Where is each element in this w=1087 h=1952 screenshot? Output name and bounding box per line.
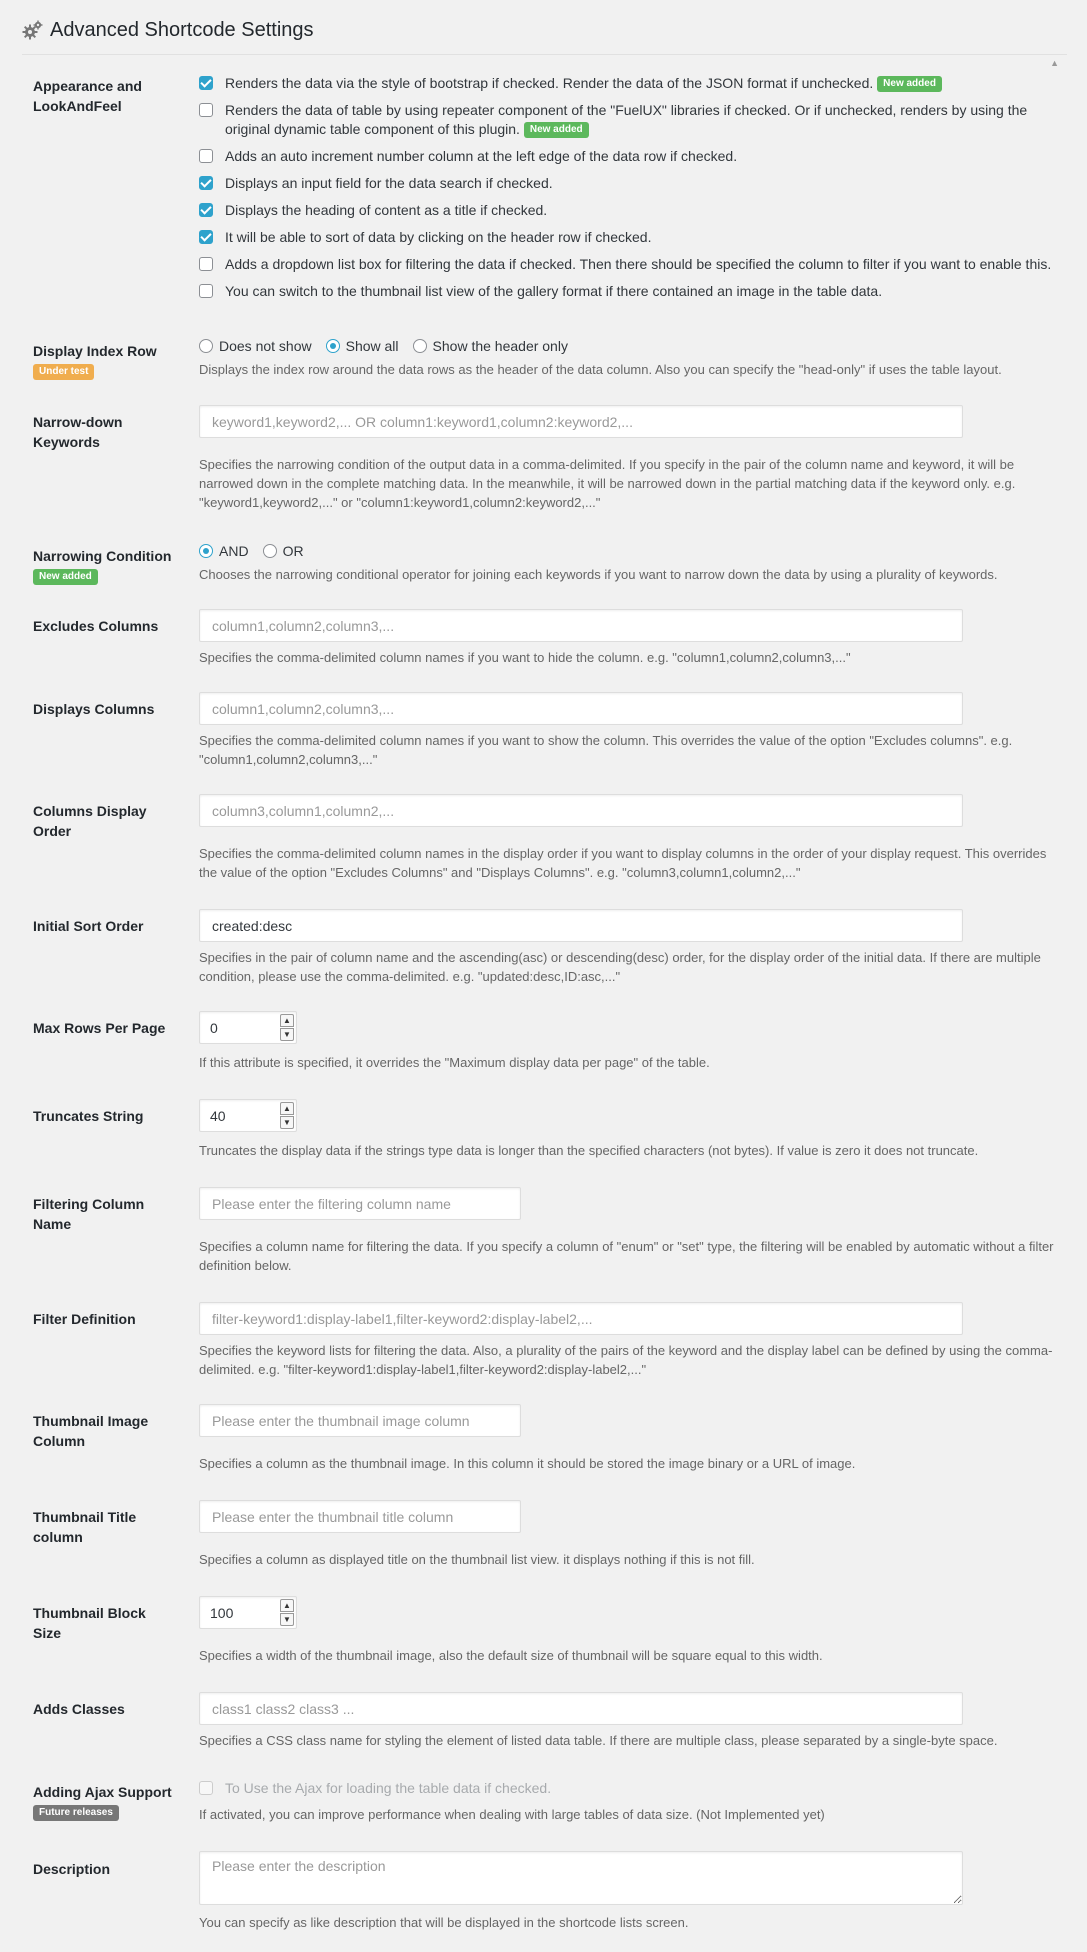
index-row-radio[interactable]	[326, 339, 340, 353]
index-row-option-label: Does not show	[219, 338, 312, 354]
label-thumb-size: Thumbnail Block Size	[33, 1605, 146, 1641]
appearance-option-text: You can switch to the thumbnail list view of the gallery format if there contained an image in the table data.	[225, 283, 883, 299]
display-order-field	[199, 794, 1057, 882]
excludes-columns-desc: Specifies the comma-delimited column names if you want to hide the column. e.g. "column1,column2,column3,..."	[199, 650, 851, 665]
narrow-condition-radio-group	[199, 543, 1057, 559]
adds-classes-field	[199, 1692, 1057, 1750]
description-desc: You can specify as like description that will be displayed in the shortcode lists screen.	[199, 1915, 689, 1930]
initial-sort-desc: Specifies in the pair of column name and the ascending(asc) or descending(desc) order, for the display order of the initial data. If there are multiple condition, please use the comma-delimited. e.g. "updated:desc,ID:asc,..."	[199, 950, 1041, 984]
increment-arrow-icon[interactable]: ▲	[280, 1014, 294, 1027]
excludes-columns-input[interactable]	[199, 609, 963, 642]
narrow-keywords-input[interactable]	[199, 405, 963, 438]
max-rows-field	[199, 1011, 1057, 1072]
display-order-desc: Specifies the comma-delimited column names in the display order if you want to display columns in the order of your display request. This overrides the value of the option "Excludes Columns" and "Displays Columns". e.g. "column3,column1,column2,..."	[199, 846, 1047, 880]
appearance-option-label	[225, 101, 1057, 139]
label-ajax-text: Adding Ajax Support	[33, 1784, 172, 1800]
index-row-radio[interactable]	[199, 339, 213, 353]
narrow-keywords-desc: Specifies the narrowing condition of the output data in a comma-delimited. If you specify in the pair of the column name and keyword, it will be narrowed down in the complete matching data. In the meanwhile, it will be narrowed down in the partial matching data if the keyword only. e.g. "keyword1,keyword2,..." or "column1:keyword1,column2:keyword2,..."	[199, 457, 1016, 510]
label-thumb-image: Thumbnail Image Column	[33, 1413, 149, 1449]
label-max-rows: Max Rows Per Page	[33, 1020, 166, 1036]
adds-classes-desc: Specifies a CSS class name for styling the element of listed data table. If there are multiple class, please separated by a single-byte space.	[199, 1733, 998, 1748]
max-rows-value: 0	[210, 1020, 218, 1036]
appearance-option[interactable]	[199, 174, 1057, 193]
displays-columns-field	[199, 692, 1057, 769]
filter-definition-desc: Specifies the keyword lists for filtering the data. Also, a plurality of the pairs of the keyword and the display label can be defined by using the comma-delimited. e.g. "filter-keyword1:display-label1,filter-keyword2:display-label2,..."	[199, 1343, 1053, 1377]
narrow-condition-radio[interactable]	[199, 544, 213, 558]
appearance-option-text: Adds a dropdown list box for filtering the data if checked. Then there should be specified the column to filter if you want to enable this.	[225, 256, 1052, 272]
appearance-option-text: Adds an auto increment number column at the left edge of the data row if checked.	[225, 148, 738, 164]
appearance-checkbox[interactable]	[199, 149, 213, 163]
displays-columns-input[interactable]	[199, 692, 963, 725]
description-textarea[interactable]	[199, 1851, 963, 1905]
description-field	[199, 1851, 1057, 1932]
index-row-option-label: Show all	[345, 338, 399, 354]
decrement-arrow-icon[interactable]: ▼	[280, 1028, 294, 1041]
label-narrow-condition-text: Narrowing Condition	[33, 548, 172, 564]
thumb-image-input[interactable]	[199, 1404, 521, 1437]
thumb-title-desc: Specifies a column as displayed title on the thumbnail list view. it displays nothing if this is not fill.	[199, 1552, 755, 1567]
appearance-option[interactable]	[199, 255, 1057, 274]
truncates-value: 40	[210, 1108, 226, 1124]
narrow-condition-option[interactable]	[263, 543, 304, 559]
truncates-field	[199, 1099, 1057, 1160]
future-releases-badge: Future releases	[33, 1805, 119, 1821]
appearance-option-label	[225, 228, 651, 247]
label-index-row-text: Display Index Row	[33, 343, 157, 359]
label-truncates: Truncates String	[33, 1108, 144, 1124]
index-row-radio-group	[199, 338, 1057, 354]
new-added-badge: New added	[524, 122, 589, 138]
ajax-option[interactable]	[199, 1779, 1057, 1798]
label-narrow-condition	[33, 546, 173, 586]
appearance-checkbox[interactable]	[199, 103, 213, 117]
page-title	[22, 14, 314, 46]
initial-sort-field	[199, 909, 1057, 986]
index-row-option[interactable]	[413, 338, 568, 354]
appearance-option-text: Renders the data of table by using repeater component of the "FuelUX" libraries if checked. Or if unchecked, renders by using the original dynamic table component of this plugin.	[225, 102, 1028, 137]
index-row-field	[199, 338, 1057, 379]
index-row-option-label: Show the header only	[432, 338, 568, 354]
index-row-option[interactable]	[199, 338, 312, 354]
new-added-badge: New added	[33, 569, 98, 585]
thumb-title-field	[199, 1500, 1057, 1569]
increment-arrow-icon[interactable]: ▲	[280, 1102, 294, 1115]
appearance-option[interactable]	[199, 74, 1057, 93]
thumb-size-field	[199, 1596, 1057, 1665]
label-thumb-title: Thumbnail Title column	[33, 1509, 137, 1545]
appearance-option-label	[225, 282, 882, 301]
excludes-columns-field	[199, 609, 1057, 667]
adds-classes-input[interactable]	[199, 1692, 963, 1725]
page-title-text: Advanced Shortcode Settings	[50, 18, 314, 41]
filter-definition-field	[199, 1302, 1057, 1379]
label-excludes-columns: Excludes Columns	[33, 618, 159, 634]
initial-sort-input[interactable]	[199, 909, 963, 942]
appearance-option-text: Displays an input field for the data search if checked.	[225, 175, 553, 191]
appearance-checkbox[interactable]	[199, 284, 213, 298]
appearance-options	[199, 74, 1057, 301]
ajax-checkbox[interactable]	[199, 1781, 213, 1795]
appearance-option-label	[225, 201, 547, 220]
label-ajax	[33, 1782, 173, 1822]
label-filter-definition: Filter Definition	[33, 1311, 136, 1327]
narrow-keywords-field	[199, 405, 1057, 512]
index-row-option[interactable]	[326, 338, 399, 354]
increment-arrow-icon[interactable]: ▲	[280, 1599, 294, 1612]
under-test-badge: Under test	[33, 364, 94, 380]
display-order-input[interactable]	[199, 794, 963, 827]
appearance-checkbox[interactable]	[199, 76, 213, 90]
appearance-option-label	[225, 255, 1051, 274]
truncates-stepper[interactable]	[199, 1099, 297, 1132]
title-divider	[22, 54, 1067, 55]
filter-column-field	[199, 1187, 1057, 1275]
label-display-order: Columns Display Order	[33, 803, 147, 839]
appearance-option-text: It will be able to sort of data by clicking on the header row if checked.	[225, 229, 652, 245]
thumb-size-value: 100	[210, 1605, 234, 1621]
appearance-checkbox[interactable]	[199, 203, 213, 217]
filter-column-desc: Specifies a column name for filtering the data. If you specify a column of "enum" or "set" type, the filtering will be enabled by automatic without a filter definition below.	[199, 1239, 1054, 1273]
appearance-option-text: Displays the heading of content as a title if checked.	[225, 202, 548, 218]
label-filter-column: Filtering Column Name	[33, 1196, 145, 1232]
label-appearance: Appearance and LookAndFeel	[33, 78, 142, 114]
thumb-image-field	[199, 1404, 1057, 1473]
appearance-option[interactable]	[199, 282, 1057, 301]
narrow-condition-option[interactable]	[199, 543, 249, 559]
appearance-option-label	[225, 74, 942, 93]
new-added-badge: New added	[877, 76, 942, 92]
thumb-image-desc: Specifies a column as the thumbnail image. In this column it should be stored the image binary or a URL of image.	[199, 1456, 856, 1471]
ajax-option-text: To Use the Ajax for loading the table data if checked.	[225, 1780, 552, 1796]
max-rows-stepper[interactable]	[199, 1011, 297, 1044]
label-index-row	[33, 341, 173, 381]
appearance-checkbox[interactable]	[199, 257, 213, 271]
filter-definition-input[interactable]	[199, 1302, 963, 1335]
appearance-checkbox[interactable]	[199, 230, 213, 244]
appearance-option[interactable]	[199, 147, 1057, 166]
appearance-option-label	[225, 147, 737, 166]
narrow-condition-radio[interactable]	[263, 544, 277, 558]
filter-column-input[interactable]	[199, 1187, 521, 1220]
displays-columns-desc: Specifies the comma-delimited column names if you want to show the column. This overrides the value of the option "Excludes columns". e.g. "column1,column2,column3,..."	[199, 733, 1013, 767]
label-narrow-keywords: Narrow-down Keywords	[33, 414, 123, 450]
narrow-condition-option-label: OR	[282, 543, 304, 559]
narrow-condition-field	[199, 543, 1057, 584]
thumb-title-input[interactable]	[199, 1500, 521, 1533]
thumb-size-desc: Specifies a width of the thumbnail image, also the default size of thumbnail will be square equal to this width.	[199, 1648, 823, 1663]
ajax-field	[199, 1779, 1057, 1824]
decrement-arrow-icon[interactable]: ▼	[280, 1613, 294, 1626]
label-displays-columns: Displays Columns	[33, 701, 155, 717]
collapse-arrow-icon[interactable]: ▲	[1050, 58, 1059, 68]
appearance-option-text: Renders the data via the style of bootstrap if checked. Render the data of the JSON format if unchecked.	[225, 75, 874, 91]
index-row-radio[interactable]	[413, 339, 427, 353]
appearance-option[interactable]	[199, 101, 1057, 139]
thumb-size-stepper[interactable]	[199, 1596, 297, 1629]
appearance-option[interactable]	[199, 228, 1057, 247]
appearance-option-label	[225, 174, 553, 193]
ajax-desc: If activated, you can improve performance when dealing with large tables of data size. (Not Implemented yet)	[199, 1807, 825, 1822]
max-rows-desc: If this attribute is specified, it overrides the "Maximum display data per page" of the table.	[199, 1055, 710, 1070]
appearance-option[interactable]	[199, 201, 1057, 220]
label-adds-classes: Adds Classes	[33, 1701, 125, 1717]
gears-icon	[22, 19, 44, 41]
index-row-desc: Displays the index row around the data rows as the header of the data column. Also you can specify the "head-only" if uses the table layout.	[199, 362, 1002, 377]
narrow-condition-option-label: AND	[219, 543, 249, 559]
label-initial-sort: Initial Sort Order	[33, 918, 144, 934]
appearance-checkbox[interactable]	[199, 176, 213, 190]
truncates-desc: Truncates the display data if the strings type data is longer than the specified characters (not bytes). If value is zero it does not truncate.	[199, 1143, 979, 1158]
label-description: Description	[33, 1861, 111, 1877]
decrement-arrow-icon[interactable]: ▼	[280, 1116, 294, 1129]
narrow-condition-desc: Chooses the narrowing conditional operator for joining each keywords if you want to narrow down the data by using a plurality of keywords.	[199, 567, 998, 582]
